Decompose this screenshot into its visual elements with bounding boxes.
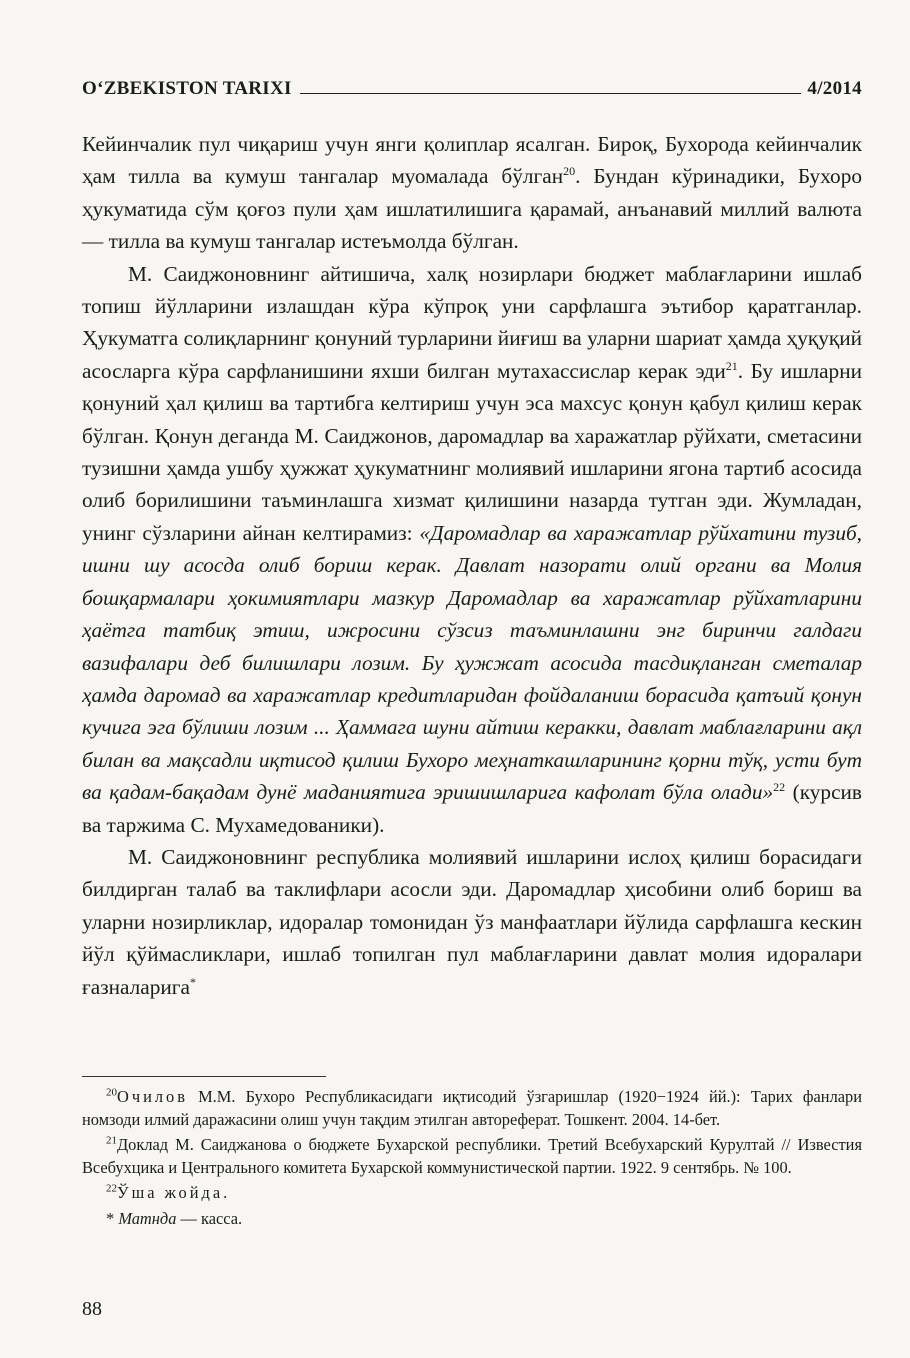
footnote-ref-20[interactable]: 20 bbox=[563, 164, 576, 179]
running-header bbox=[82, 72, 862, 100]
footnote-author: Очилов bbox=[117, 1087, 188, 1106]
footnotes bbox=[82, 1086, 862, 1234]
footnote-20: $^{20}$Очилов М.М. Бухоро Республикасидаги иқтисодий ўзгаришлар (1920−1924 йй.): Тарих фанлари номзоди илмий даражасини олиш учун тақдим этилган автореферат. Тошкент. 2004. 14-бет. bbox=[82, 1086, 862, 1129]
italic-quote: «Даромадлар ва харажатлар рўйхатини тузиб, ишни шу асосда олиб бориш керак. Давлат назорати олий органи ва Молия бошқармалари ҳокимиятлари мазкур Даромадлар ва харажатлар рўйхатларини ҳаётга татбиқ этиш, ижросини сўзсиз таъминлашни энг биринчи галдаги вазифалари деб билишлари лозим. Бу ҳужжат асосида тасдиқланган сметалар ҳамда даромад ва харажатлар кредитларидан фойдаланиш борасида қатъий қонун кучига эга бўлиши лозим ... Ҳаммага шуни айтиш керакки, давлат маблағларини ақл билан ва мақсадли иқтисод қилиш Бухоро меҳнаткашларининг қорни тўқ, усти бут ва қадам-бақадам дунё маданиятига эришишларига кафолат бўла олади» bbox=[82, 520, 863, 805]
paragraph-1: Кейинчалик пул чиқариш учун янги қолиплар ясалган. Бироқ, Бухорода кейинчалик ҳам тилла ва кумуш тангалар муомалада бўлган$^{20}$. Бундан кўринадики, Бухоро ҳукуматида сўм қоғоз пули ҳам ишлатилишига қарамай, анъанавий миллий валюта — тилла ва кумуш тангалар истеъмолда бўлган. bbox=[82, 132, 862, 254]
header-rule bbox=[300, 93, 802, 94]
issue-number: 4/2014 bbox=[807, 78, 862, 99]
footnote-star: * Матнда — касса. bbox=[106, 1208, 243, 1228]
footnote-22: $^{22}$Ўша жойда. bbox=[106, 1182, 231, 1203]
footnote-ref-21[interactable]: 21 bbox=[725, 358, 738, 373]
footnote-ref-22[interactable]: 22 bbox=[773, 780, 786, 795]
journal-title: O‘ZBEKISTON TARIXI bbox=[82, 78, 292, 99]
footnote-separator bbox=[82, 1076, 326, 1077]
footnote-21: $^{21}$Доклад М. Саиджанова о бюджете Бухарской республики. Третий Всебухарский Курултай // Известия Всебухцика и Центрального комитета Бухарской коммунистической партии. 1922. 9 сентябрь. № 100. bbox=[82, 1134, 862, 1177]
paragraph-2: М. Саиджоновнинг айтишича, халқ нозирлари бюджет маблағларини ишлаб топиш йўлларини излашдан кўра кўпроқ уни сарфлашга эътибор қаратганлар. Ҳукуматга солиқларнинг қонуний турларини йиғиш ва уларни шариат ҳамда ҳуқуқий асосларга кўра сарфланишини яхши билган мутахассислар керак эди$^{21}$. Бу ишларни қонуний ҳал қилиш ва тартибга келтириш учун эса махсус қонун қабул қилиш керак бўлган. Қонун деганда М. Саиджонов, даромадлар ва харажатлар рўйхати, сметасини тузишни ҳамда ушбу ҳужжат ҳукуматнинг молиявий ишларини ягона тартиб асосида олиб борилишини таъминлашга хизмат қилишини назарда тутган эди. Жумладан, унинг сўзларини айнан келтирамиз: «Даромадлар ва харажатлар рўйхатини тузиб, ишни шу асосда олиб бориш керак. Давлат назорати олий органи ва Молия бошқармалари ҳокимиятлари мазкур Даромадлар ва харажатлар рўйхатларини ҳаётга татбиқ этиш, ижросини сўзсиз таъминлашни энг биринчи галдаги вазифалари деб билишлари лозим. Бу ҳужжат асосида тасдиқланган сметалар ҳамда даромад ва харажатлар кредитларидан фойдаланиш борасида қатъий қонун кучига эга бўлиши лозим ... Ҳаммага шуни айтиш керакки, давлат маблағларини ақл билан ва мақсадли иқтисод қилиш Бухоро меҳнаткашларининг қорни тўқ, усти бут ва қадам-бақадам дунё маданиятига эришишларига кафолат бўла олади»$^{22}$ (курсив ва таржима С. Мухамедованики). bbox=[82, 261, 863, 837]
footnote-mark-star[interactable]: * bbox=[189, 974, 196, 989]
page-number: 88 bbox=[82, 1298, 102, 1320]
main-text bbox=[82, 128, 862, 1003]
paragraph-3: М. Саиджоновнинг республика молиявий ишларини ислоҳ қилиш борасидаги билдирган талаб ва таклифлари асосли эди. Даромадлар ҳисобини олиб бориш ва уларни нозирликлар, идоралар томонидан ўз манфаатлари йўлида сарфлашга кескин йўл қўймасликлари, ишлаб топилган пул маблағларини давлат молия идоралари ғазналарига* bbox=[82, 844, 862, 999]
